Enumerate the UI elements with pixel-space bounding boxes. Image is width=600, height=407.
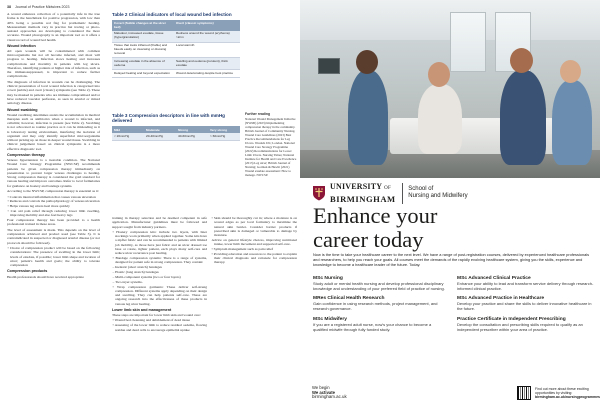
course-description: If you are a registered adult nurse, now's your chance to become a qualified midwife through fully funded study. (313, 321, 432, 332)
paragraph: Four compression therapy has been provided to a health professional trained in these areas. (7, 218, 100, 227)
photo-person-head (428, 62, 450, 87)
table-cell: 40-60mmHg (178, 133, 196, 138)
bullet-item: • Wrap compression garments: These deliver self-strung compression. Different systems apply depending on their design and swelling. They can help patients self-care. These are ongoing research into the effectiveness of these products in venous leg ulcer healing. (112, 284, 207, 306)
course-item (457, 317, 597, 333)
university-url[interactable]: birmingham.ac.uk (312, 394, 347, 400)
bullet-item: – Inelastic (short stretch) bandages (112, 265, 162, 270)
further-reading-box (245, 112, 297, 177)
bullet-item: • Controls internal inflammation that causes venous ulceration (7, 194, 96, 199)
bullet-item: • Helps venous leg ulcers heal more quickly (7, 204, 70, 209)
photo-person (552, 80, 592, 165)
bullet-item: • Assessing of the lower limb to reduce residual oedema, flowing residue and dead cells to encourage epithelial uptake (112, 323, 207, 332)
photo-person (348, 70, 388, 165)
bullet-item: • Can aid pain relief through reducing lower limb swelling, improving mobility and also feel heavy legs (7, 209, 100, 218)
course-item (313, 317, 447, 333)
headline-line1: Enhance your (313, 203, 438, 228)
table-row (112, 133, 240, 141)
bullet-item: • Wound bed cleansing and debridement of dead tissue (112, 318, 191, 323)
paragraph: The diagnosis of infection in wounds can be challenging. The clinical presentation of local wound infection is categorised into covert (subtle) and overt (classic) symptoms (see Table 2). These may be masked in patients who are immune compromised and/or have reduced vascular perfusion, as seen in arterial or mixed aetiology disease. (7, 79, 100, 106)
journal-title: Journal of Practice Midwives 2023 (15, 5, 70, 9)
photo-person-head (356, 50, 378, 74)
bullet-item: – Two-layer systems. (112, 279, 143, 284)
article-column-1 (7, 12, 100, 404)
table-cell: Malodour, increased exudate, tissue (hypergranulation) (114, 31, 164, 40)
section-heading: Wound swabbing (7, 107, 38, 112)
bullet-item: • Hosiery compression kits: include two layers, with liner stockings worn primarily when applied together. Some kits have a zipfler fabric and can be recommended to patients with limited job mobility, as those have just fabric and an ulcer dressed toe base or rotate, tighter patient, each plays many self-care and reduce ulcer recurrence post healing. (112, 229, 207, 256)
bullet-item: • Skin should be thoroughly cut in; where a moisture is on wound edges as per local formulary to maximise the natural skin barrier. Consider barrier products if prescribed skin is damaged or vulnerable to damage by moisture. (211, 216, 297, 237)
table-3-header-moderate: Moderate (146, 127, 160, 132)
table-cell: Wound deteriorating despite best practice (176, 70, 234, 75)
table-cell: > 60mmHg (210, 133, 226, 138)
nursing-programmes-link[interactable]: birmingham.ac.uk/nursingprogrammes (535, 395, 600, 400)
photo-person (500, 70, 546, 165)
bullet-item: • Reduces and controls the pathophysiology of venous ulceration (7, 199, 100, 204)
table-3-header-mild: Mild (114, 127, 121, 132)
table-cell: Delayed healing and beyond expectation (114, 70, 170, 75)
running-head (7, 5, 70, 9)
table-cell: < 20mmHg (114, 133, 130, 138)
university-name (330, 182, 396, 204)
slogan-we-activate: We activate (312, 389, 335, 395)
table-3 (112, 113, 240, 141)
table-cell: Local warmth (176, 43, 195, 48)
table-2-header (112, 20, 240, 31)
university-brand (312, 182, 468, 204)
bullet-item: • Symptom management such as pain relief (211, 246, 274, 251)
paragraph: The level of assessment is made. This depends on the level of compression achieved and product used (see Table 3). It is contraindicated in suspected or diagnosed arterial disease (or not protocols should be followed). (7, 227, 100, 245)
school-line2: Nursing and Midwifery (408, 193, 468, 199)
photo-person (418, 84, 462, 154)
course-item (457, 276, 597, 292)
headline-line2: career today (313, 226, 424, 252)
table-3-header-strong: Strong (178, 127, 188, 132)
table-cell: Tissue that looks inflamed (friable) and bleeds easily on cleansing or dressing removal (114, 43, 168, 55)
course-description: Develop your practice and share the skills to deliver innovative healthcare in the future. (457, 301, 592, 312)
bullet-item: • Choice of compression product will be based on the following considerations: The presence of swelling in the lower limb; levels of exudate, if possible; lower limb shape and location of ulcer; patient's health and goals; the ability to tolerate compression (7, 246, 100, 268)
table-row (112, 58, 240, 70)
photo-person-head (510, 48, 533, 73)
advert-intro: Now is the time to take your healthcare career to the next level. We have a range of post-registration courses, delivered by experienced healthcare professionals and researchers, to help you reach your goals. All courses meet the demands of the rapidly evolving healthcare system, giving you the skills, experience and knowledge to become a healthcare leader of the future. Today. (313, 252, 590, 267)
find-out-more (535, 386, 600, 400)
slogan-block (312, 386, 347, 400)
table-row (112, 70, 240, 78)
advert-page (300, 0, 600, 407)
paragraph: training in therapy selection and be deemed competent in safe application. Manufacturer guidelines must be followed and support sought from industry partners. (112, 216, 207, 229)
course-title: MSc Midwifery (313, 316, 347, 322)
section-heading: Compression products (7, 269, 48, 274)
paragraph: Health professionals should have received appropriate (7, 274, 84, 279)
course-title: MSc Advanced Clinical Practice (457, 276, 531, 281)
paragraph: These steps are important for lower limb skin and wound care: (112, 312, 201, 317)
university-name-line1: UNIVERSITY (330, 182, 382, 191)
table-row (112, 31, 240, 43)
table-cell: Redness around the wound (erythema) >2cm (176, 31, 230, 40)
table-2-body (112, 31, 240, 78)
paragraph: All open wounds will be contaminated with common microorganisms but not all become infected, and most will progress to healing. Infection slows healing and increases complications and mortality in patients with leg ulcers. Therefore, identifying patients at higher risk of infection, such as the immunosuppressed, is important to reduce further complications. (7, 48, 100, 79)
slogan-we-begin: We begin (312, 384, 330, 390)
section-heading: Compression therapy (7, 153, 45, 158)
school-name (408, 186, 467, 200)
find-out-text: Find out more about these exciting opportunities by visiting: (535, 386, 589, 395)
course-item (313, 276, 447, 292)
table-3-header-very-strong: Very strong (210, 127, 228, 132)
courses-left-column (313, 276, 447, 337)
table-2 (112, 12, 240, 78)
section-heading: Wound infection (7, 43, 36, 48)
university-name-line2: BIRMINGHAM (330, 194, 396, 204)
page-number: 38 (7, 5, 11, 9)
course-item (313, 296, 447, 312)
bullet-item: – Multi-component systems (two or four layers) (112, 274, 181, 279)
course-title: MRes Clinical Health Research (313, 296, 385, 302)
table-3-title: Table 3 Compression descriptors in line with mmHg delivered (112, 113, 225, 124)
photo-monitor (318, 58, 340, 74)
bullet-item: • Bandage compression systems: There is a range of systems, designed for patient safe in strong compression. They contain: (112, 256, 207, 265)
qr-code-icon[interactable] (517, 386, 531, 400)
table-3-header (112, 126, 240, 133)
course-description: Study adult or mental health nursing and develop professional disciplinary knowledge and understanding of your preferred field of practice of nursing. (313, 281, 445, 291)
table-cell: Increasing exudate in the absence of oedema (114, 58, 165, 67)
bullet-item: – Elastic (long stretch) bandages (112, 269, 159, 274)
advert-footer (312, 384, 600, 402)
table-2-header-overt: Overt (classic symptoms) (176, 21, 214, 26)
paragraph: Wound swabbing determines assists the accumulation in medical therapies such as antibiotics when a wound is infected, and cellulitis; however, infection is present (see Table 2). Swabbing is not advocated as routine practice as it can be misleading as it is laboratory testing environment, interfering the isolation of organism and may only identify superficial microorganisms without picking up on those in deeper wound tissue. Swabbing in clinical judgement based on clinical symptoms is a more effective diagnostic tool. (7, 112, 100, 151)
article-column-2 (112, 216, 207, 404)
bullet-item: • Providing education and resources to the patient to explain their clinical diagnosis and rationale for compression therapy. (211, 251, 297, 265)
table-cell: 20-40mmHg (146, 133, 164, 138)
paragraph: A wound enhances collection of a potentially infe in the true frame is the benchmark for positive progression, with low than 40% being a possible red flag for problematic healing. Measurement methods vary in practice but tracing or photo-assisted approaches are developing to considered the more accurate. Wound photography is an important tool as it offers a visual record of wound bed health. (7, 12, 100, 42)
advert-headline (313, 204, 583, 251)
section-heading: Lower limb skin and management (112, 307, 172, 312)
paragraph: According to the NWCSP, compression therapy is essential as it: (7, 189, 99, 194)
course-item (457, 296, 597, 312)
hospital-ward-photo (300, 0, 600, 178)
course-title: Practice Certificate in Independent Prescribing (457, 316, 566, 322)
course-description: Gain confidence in using research methods, project management, and research governance. (313, 301, 438, 312)
table-2-header-covert: Covert (Subtle changes at the ulcer bed) (114, 21, 166, 30)
table-cell: Swelling and oedema (purulent), thick exudate (176, 58, 228, 67)
school-line1: School of (408, 185, 434, 192)
table-2-title: Table 2 Clinical indicators of local wound bed infection (112, 12, 232, 17)
article-column-3 (211, 216, 297, 404)
university-of: OF (384, 186, 391, 191)
brand-divider (402, 183, 403, 204)
further-reading-heading: Further reading (245, 112, 271, 116)
courses-right-column (457, 276, 597, 337)
course-title: MSc Nursing (313, 276, 343, 281)
photo-person-head (560, 60, 581, 83)
further-reading-text: National Wound Management Initiative (NWMI) (2023) Implementing compression therapy in the community. British Journal of Community Nursing. Wound Care Guidelines (2023) Best Practice Recommendations for Leg Ulcers. Wounds UK; London. National Wound Care Strategy Programme (2022) Recommendations for Lower Limb Ulcers. Nursing Times; National Institute for Health and Care Excellence (2013) Leg ulcer; British Journal of Nursing; Gorman & Hewitt (2021) Wound exudate assessment: How to manage. NWCSP. (245, 117, 297, 177)
course-description: Enhance your ability to lead and transform service delivery through research-informed clinical practice. (457, 281, 594, 291)
paragraph: Venous hypertension is a treatable condition. The National Wound Care Strategy Programme (NWCSP) recommends patients be given compression therapy immediately on presentation to prevent larger venous challenges to healing. Strong compression therapy is considered the gold standard for venous healing and improve outcomes. Refer to local formularies for guidance on hosiery and bandage systems. (7, 158, 100, 188)
course-title: MSc Advanced Practice in Healthcare (457, 296, 545, 302)
table-row (112, 43, 240, 59)
photo-window (450, 12, 486, 72)
course-description: Develop the consultation and prescribing skills required to qualify as an independent prescriber within your area of practice. (457, 321, 583, 332)
university-crest-icon (312, 185, 326, 201)
bullet-item: Advice on general lifestyle choices, improving nutritional intake, lower limb movement and supported self-care. (211, 237, 297, 247)
